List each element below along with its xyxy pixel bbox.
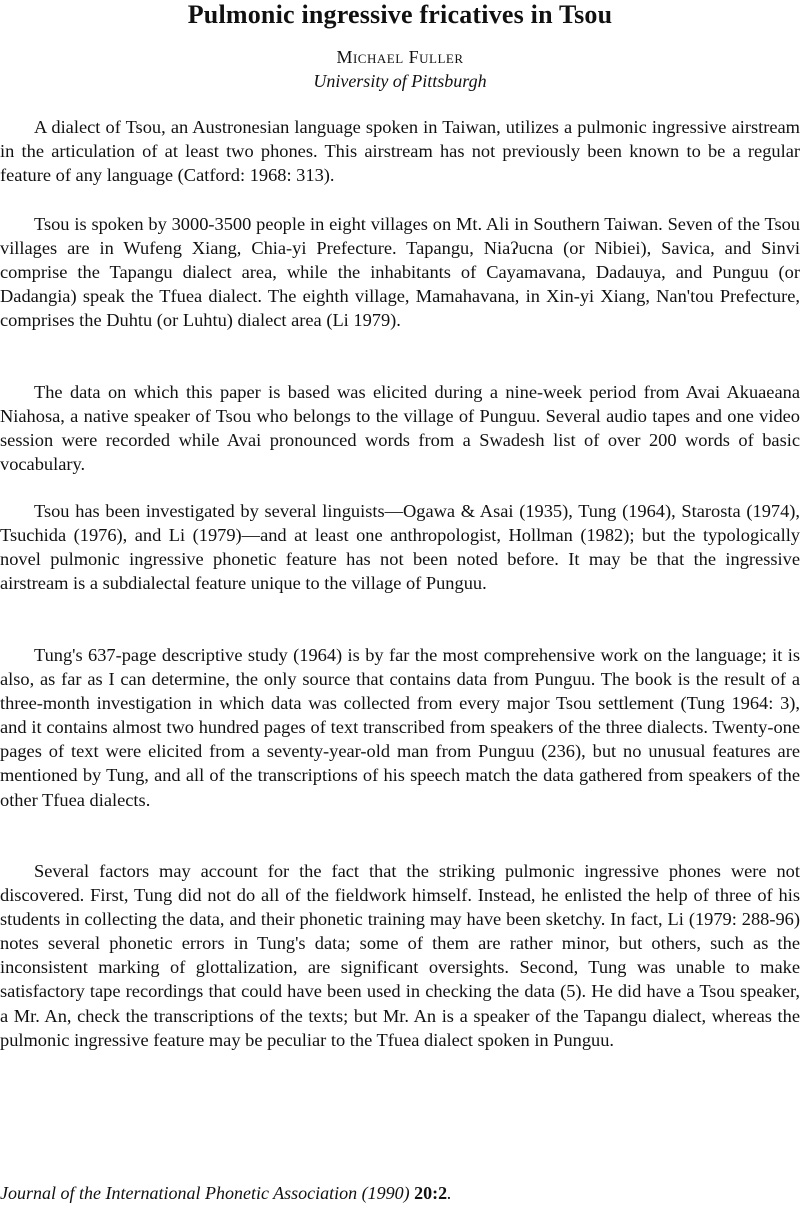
author-name: Michael Fuller (336, 47, 464, 67)
body-paragraph-4: Tsou has been investigated by several linguists—Ogawa & Asai (1935), Tung (1964), Starosta (1974), Tsuchida (1976), and Li (1979)—and at least one anthropologist, Hollman (1982); but the typologically novel pulmonic ingressive phonetic feature has not been noted before. It may be that the ingressive airstream is a subdialectal feature unique to the village of Punguu. (0, 501, 800, 594)
journal-volume: 20:2 (414, 1183, 448, 1203)
author-affiliation: University of Pittsburgh (313, 71, 487, 91)
journal-citation-footer (0, 1182, 800, 1204)
article-title: Pulmonic ingressive fricatives in Tsou (187, 0, 613, 29)
body-paragraph-1: A dialect of Tsou, an Austronesian language spoken in Taiwan, utilizes a pulmonic ingressive airstream in the articulation of at least two phones. This airstream has not previously been known to be a regular feature of any language (Catford: 1968: 313). (0, 117, 800, 186)
body-paragraph-5: Tung's 637-page descriptive study (1964) is by far the most comprehensive work on the language; it is also, as far as I can determine, the only source that contains data from Punguu. The book is the result of a three-month investigation in which data was collected from every major Tsou settlement (Tung 1964: 3), and it contains almost two hundred pages of text transcribed from speakers of the three dialects. Twenty-one pages of text were elicited from a seventy-year-old man from Punguu (236), but no unusual features are mentioned by Tung, and all of the transcriptions of his speech match the data gathered from speakers of the other Tfuea dialects. (0, 645, 800, 810)
footer-period: . (447, 1183, 452, 1203)
body-paragraph-2: Tsou is spoken by 3000-3500 people in eight villages on Mt. Ali in Southern Taiwan. Seven of the Tsou villages are in Wufeng Xiang, Chia-yi Prefecture. Tapangu, Niaʔucna (or Nibiei), Savica, and Sinvi comprise the Tapangu dialect area, while the inhabitants of Cayamavana, Dadauya, and Punguu (or Dadangia) speak the Tfuea dialect. The eighth village, Mamahavana, in Xin-yi Xiang, Nan'tou Prefecture, comprises the Duhtu (or Luhtu) dialect area (Li 1979). (0, 214, 800, 331)
body-paragraph-3: The data on which this paper is based was elicited during a nine-week period from Avai Akuaeana Niahosa, a native speaker of Tsou who belongs to the village of Punguu. Several audio tapes and one video session were recorded while Avai pronounced words from a Swadesh list of over 200 words of basic vocabulary. (0, 382, 800, 475)
journal-name: Journal of the International Phonetic Association (1990) (0, 1183, 415, 1203)
body-paragraph-6: Several factors may account for the fact that the striking pulmonic ingressive phones were not discovered. First, Tung did not do all of the fieldwork himself. Instead, he enlisted the help of three of his students in collecting the data, and their phonetic training may have been sketchy. In fact, Li (1979: 288-96) notes several phonetic errors in Tung's data; some of them are rather minor, but others, such as the inconsistent marking of glottalization, are significant oversights. Second, Tung was unable to make satisfactory tape recordings that could have been used in checking the data (5). He did have a Tsou speaker, a Mr. An, check the transcriptions of the texts; but Mr. An is a speaker of the Tapangu dialect, whereas the pulmonic ingressive feature may be peculiar to the Tfuea dialect spoken in Punguu. (0, 861, 800, 1050)
